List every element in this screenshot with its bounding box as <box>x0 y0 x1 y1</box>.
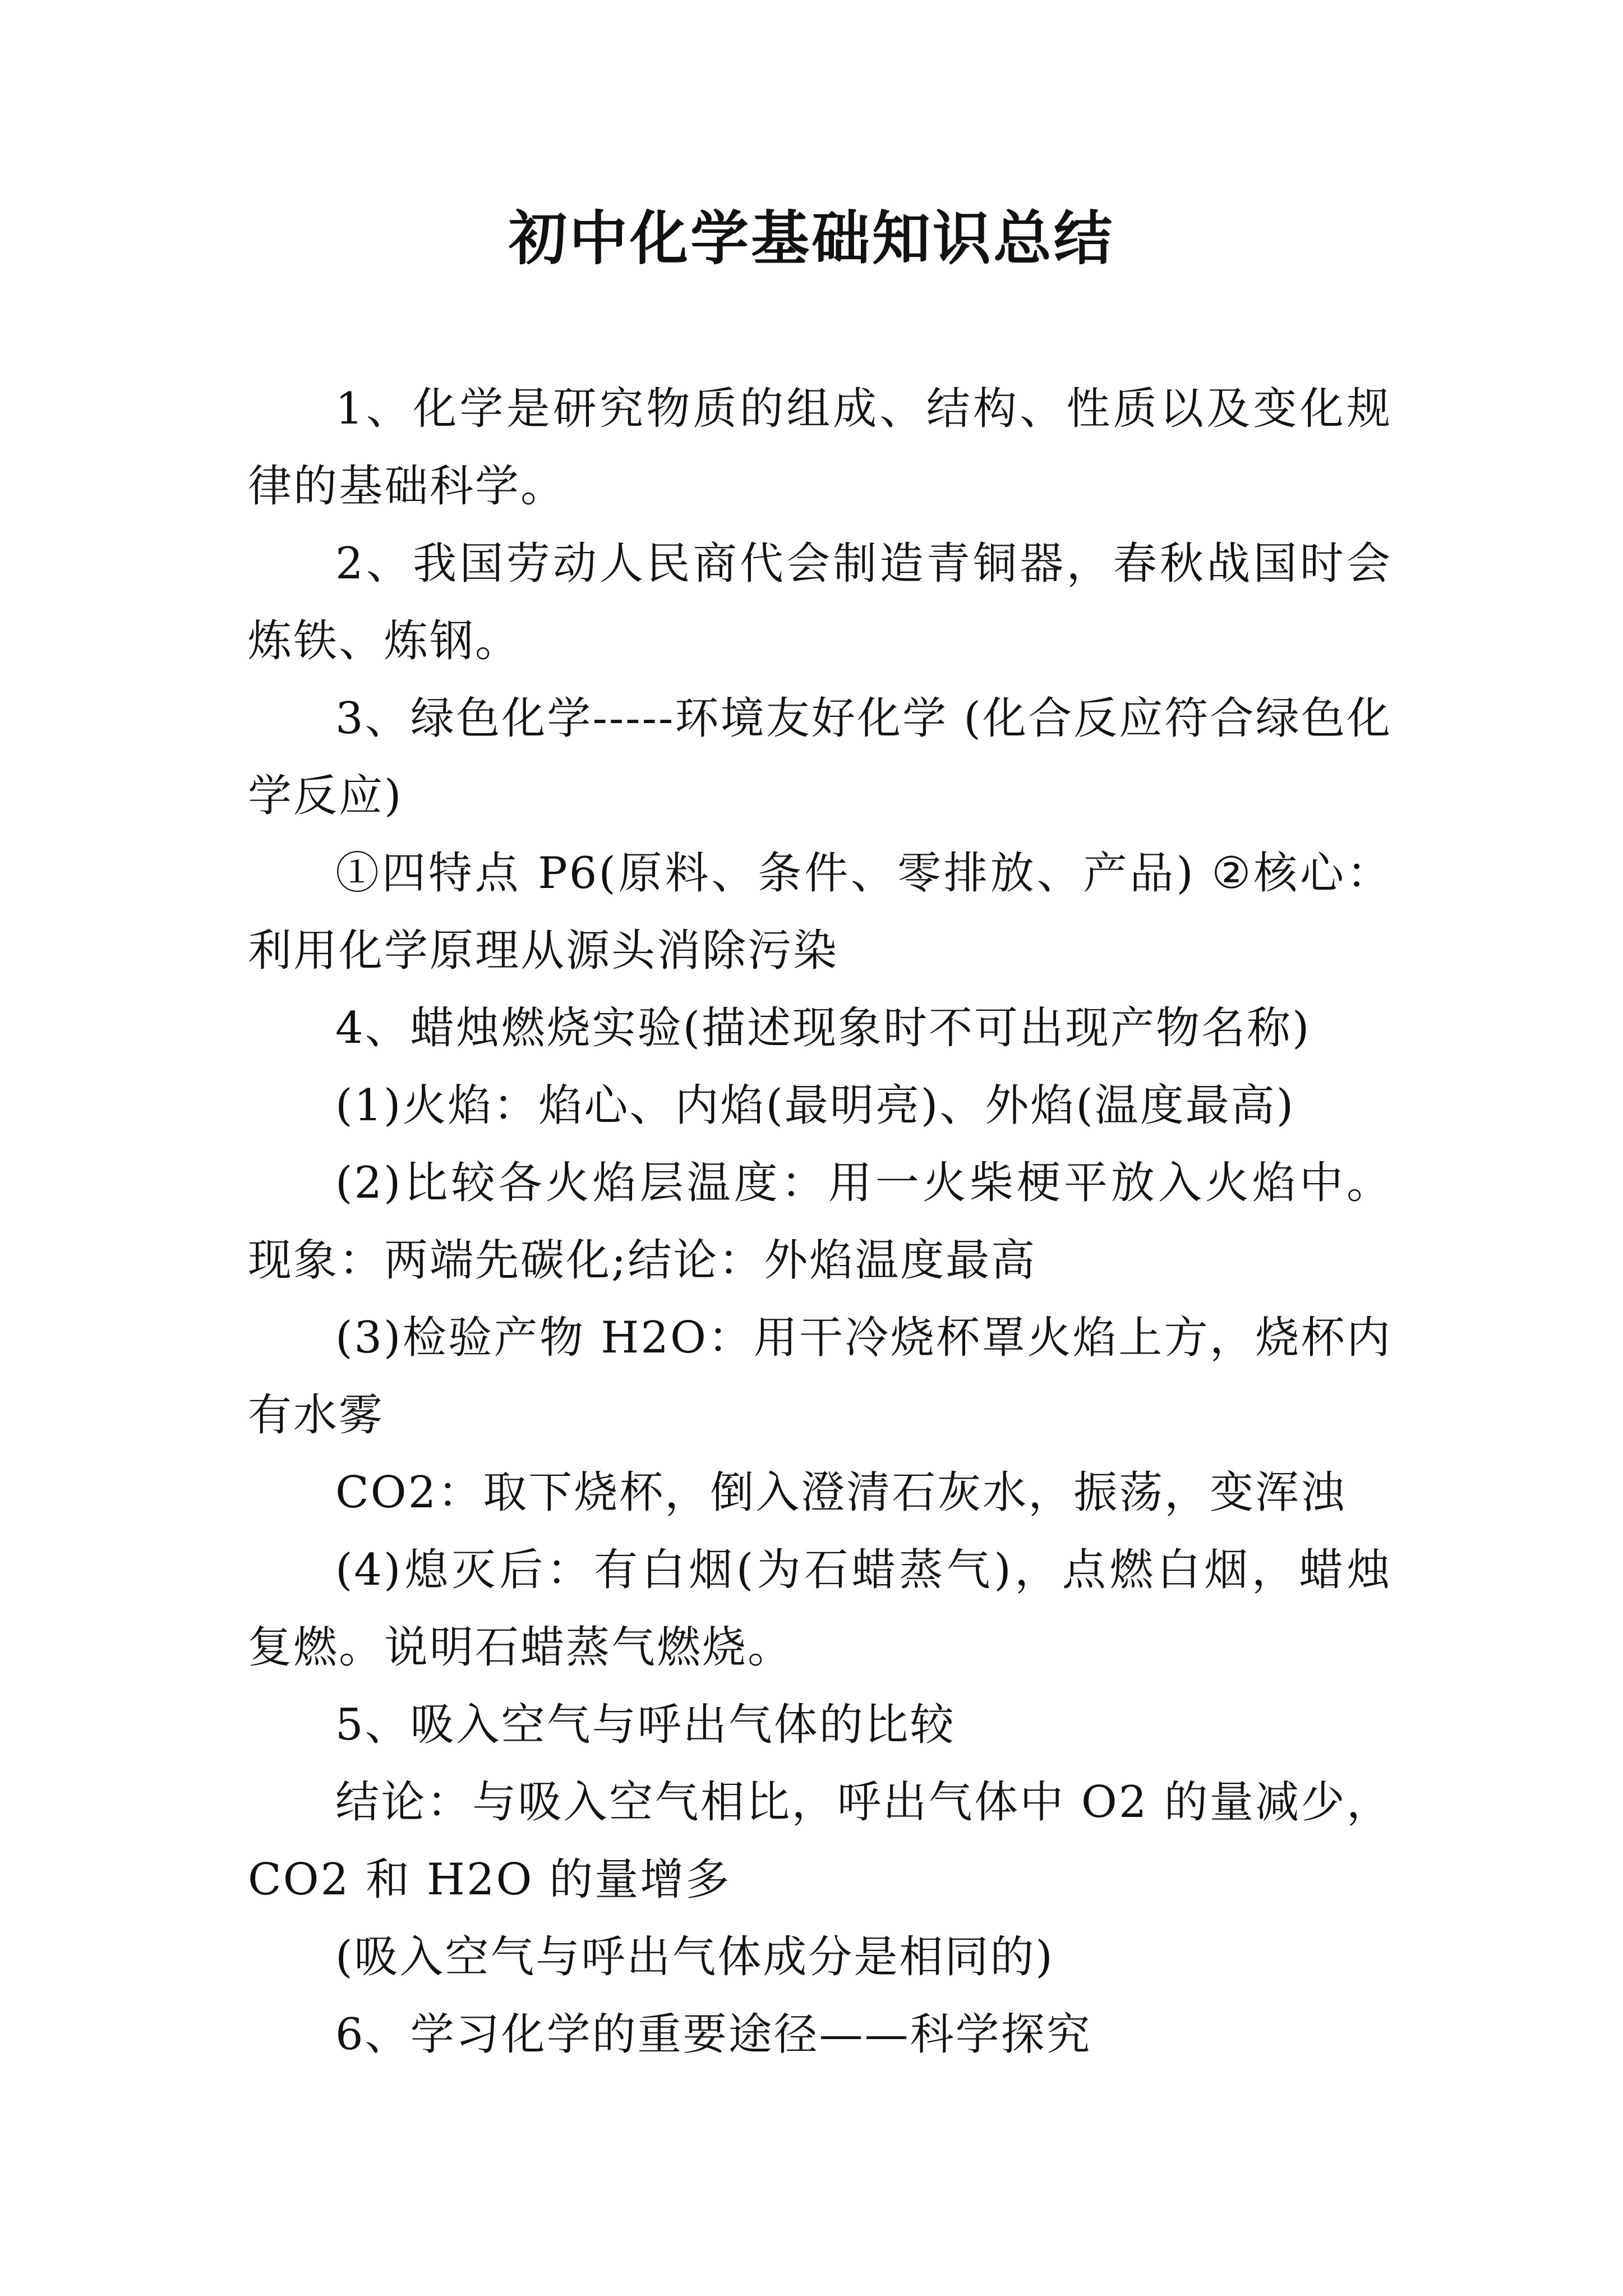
paragraph-2: 2、我国劳动人民商代会制造青铜器，春秋战国时会炼铁、炼钢。 <box>248 539 1392 666</box>
paragraph-9: CO2：取下烧杯，倒入澄清石灰水，振荡，变浑浊 <box>335 1467 1347 1518</box>
paragraph-14: 6、学习化学的重要途径——科学探究 <box>335 2009 1092 2060</box>
document-body <box>248 370 1392 2073</box>
paragraph-3: 3、绿色化学-----环境友好化学 (化合反应符合绿色化学反应) <box>248 693 1392 821</box>
paragraph-11: 5、吸入空气与呼出气体的比较 <box>335 1700 956 1750</box>
document-title: 初中化学基础知识总结 <box>508 204 1114 273</box>
paragraph-1: 1、化学是研究物质的组成、结构、性质以及变化规律的基础科学。 <box>248 384 1392 512</box>
paragraph-5: 4、蜡烛燃烧实验(描述现象时不可出现产物名称) <box>335 1003 1311 1053</box>
paragraph-10: (4)熄灭后：有白烟(为石蜡蒸气)，点燃白烟，蜡烛复燃。说明石蜡蒸气燃烧。 <box>248 1545 1392 1673</box>
paragraph-12: 结论：与吸入空气相比，呼出气体中 O2 的量减少，CO2 和 H2O 的量增多 <box>248 1777 1392 1905</box>
paragraph-8: (3)检验产物 H2O：用干冷烧杯罩火焰上方，烧杯内有水雾 <box>248 1313 1392 1441</box>
paragraph-6: (1)火焰：焰心、内焰(最明亮)、外焰(温度最高) <box>335 1080 1295 1131</box>
paragraph-4: ①四特点 P6(原料、条件、零排放、产品) ②核心：利用化学原理从源头消除污染 <box>248 848 1392 976</box>
paragraph-7: (2)比较各火焰层温度：用一火柴梗平放入火焰中。现象：两端先碳化;结论：外焰温度最高 <box>248 1158 1392 1286</box>
paragraph-13: (吸入空气与呼出气体成分是相同的) <box>335 1932 1054 1982</box>
